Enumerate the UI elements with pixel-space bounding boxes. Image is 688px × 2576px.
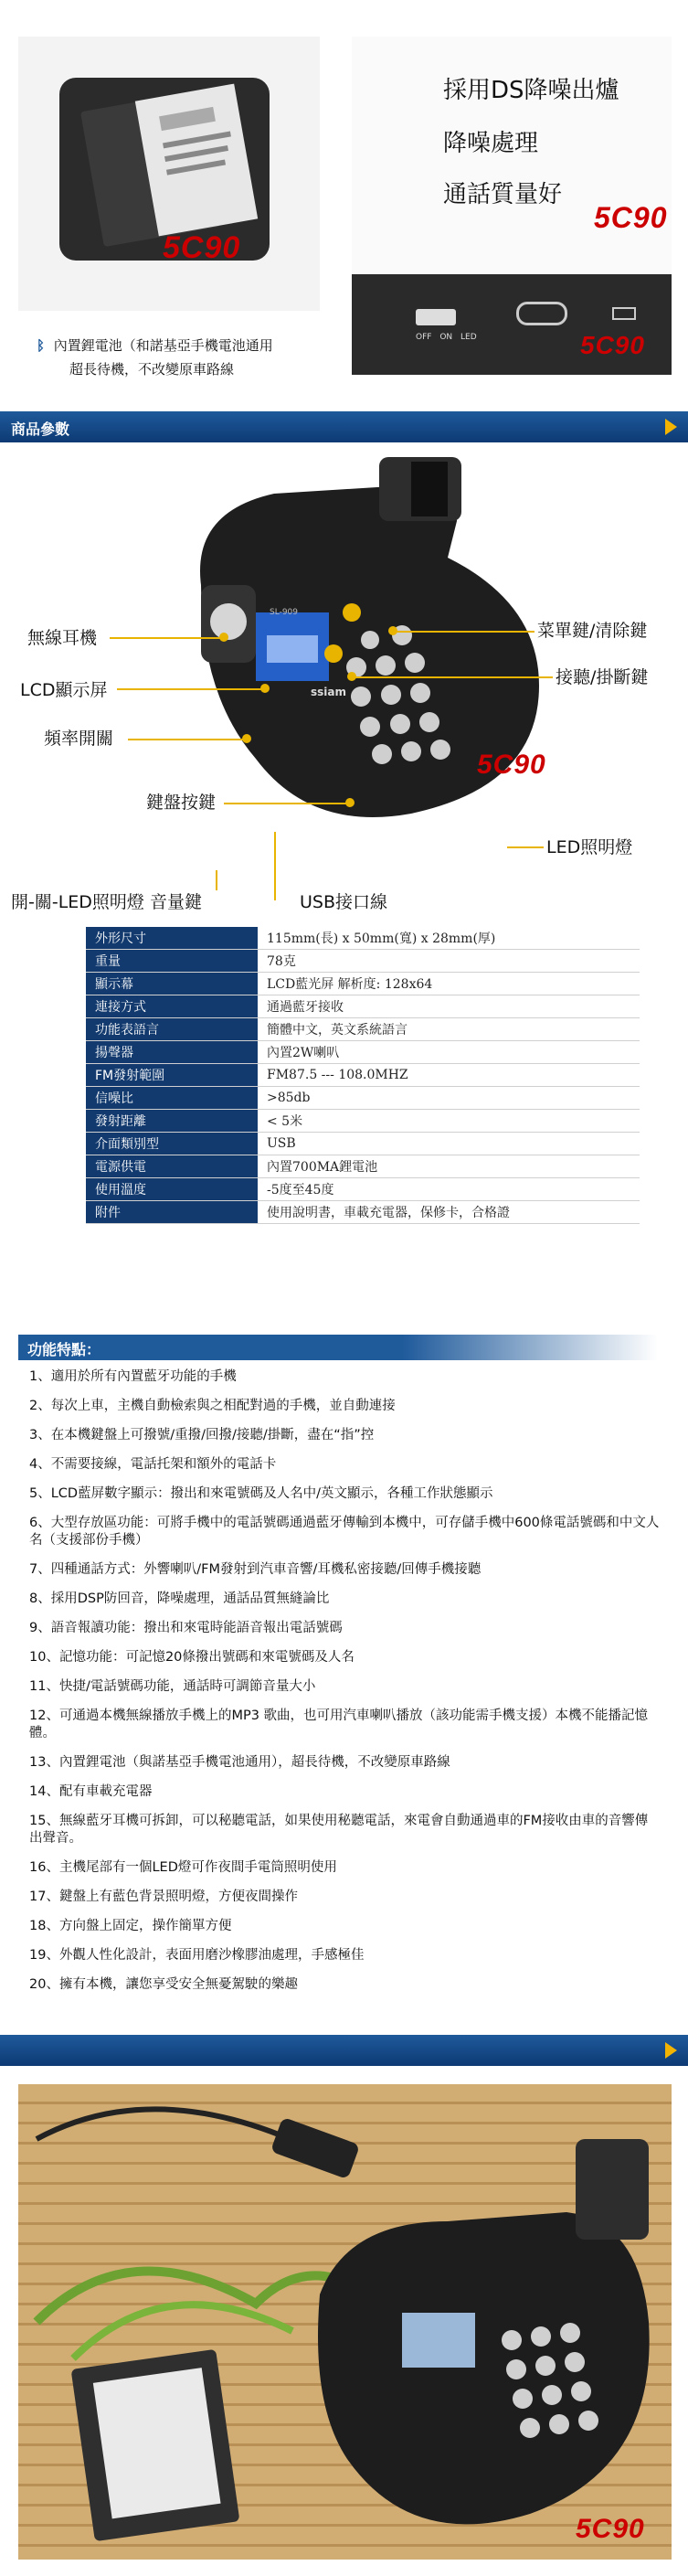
usb-port [612, 307, 636, 320]
callout-frequency-switch: 頻率開關 [44, 729, 114, 749]
feature-item: 7、四種通話方式：外響喇叭/FM發射到汽車音響/耳機私密接聽/回傳手機接聽 [29, 1562, 482, 1577]
watermark-logo: 5C90 [594, 201, 668, 234]
spec-value: 通過藍牙接收 [258, 995, 640, 1018]
spec-key: 使用溫度 [86, 1178, 258, 1201]
spec-row [86, 1087, 640, 1110]
feature-item: 11、快捷/電話號碼功能，通話時可調節音量大小 [29, 1679, 316, 1694]
headline-line-1: 採用DS降噪出爐 [443, 77, 619, 104]
callout-dot [219, 633, 228, 642]
feature-item: 3、在本機鍵盤上可撥號/重撥/回撥/接聽/掛斷，盡在“指”控 [29, 1428, 375, 1442]
feature-item: 12、可通過本機無線播放手機上的MP3 歌曲，也可用汽車喇叭播放（該功能需手機支援）本機不能播記憶體。 [29, 1708, 649, 1740]
callout-line [507, 846, 544, 848]
callout-dot [345, 798, 355, 807]
spec-key: 揚聲器 [86, 1041, 258, 1064]
spec-row [86, 1201, 640, 1224]
feature-item: 10、記憶功能：可記憶20條撥出號碼和來電號碼及人名 [29, 1650, 355, 1665]
spec-value: 簡體中文，英文系統語言 [258, 1018, 640, 1041]
spec-key: 連接方式 [86, 995, 258, 1018]
callout-usb: USB接口線 [300, 892, 388, 912]
feature-item: 2、每次上車，主機自動檢索與之相配對過的手機，並自動連接 [29, 1399, 396, 1413]
spec-key: 重量 [86, 950, 258, 973]
callout-line [216, 870, 217, 890]
spec-key: 電源供電 [86, 1155, 258, 1178]
watermark-logo: 5C90 [477, 750, 546, 780]
spec-row [86, 995, 640, 1018]
callout-line [274, 832, 276, 900]
spec-key: 顯示幕 [86, 973, 258, 995]
product-photo [18, 2084, 672, 2560]
spec-value: < 5米 [258, 1110, 640, 1133]
device-brand: ssiam [311, 686, 346, 698]
feature-item: 9、語音報讀功能：撥出和來電時能語音報出電話號碼 [29, 1621, 343, 1635]
spec-row [86, 1041, 640, 1064]
spec-value: FM87.5 --- 108.0MHZ [258, 1064, 640, 1087]
spec-value: 115mm(長) x 50mm(寬) x 28mm(厚) [258, 927, 640, 950]
spec-value: 78克 [258, 950, 640, 973]
callout-line [393, 631, 535, 633]
spec-value: 使用說明書，車載充電器，保修卡，合格證 [258, 1201, 640, 1224]
callout-line [128, 739, 247, 740]
switch-photo [352, 274, 672, 375]
product-params-bar [0, 411, 688, 442]
arrow-right-icon [665, 419, 677, 435]
callout-power-led-volume: 開-關-LED照明燈 音量鍵 [11, 892, 202, 912]
watermark-logo: 5C90 [576, 2514, 645, 2544]
battery-illustration [18, 37, 320, 311]
spec-value: USB [258, 1133, 640, 1155]
callout-dot [242, 734, 251, 743]
features-header [18, 1335, 658, 1360]
device-model: SL-909 [270, 608, 298, 617]
spec-value: >85db [258, 1087, 640, 1110]
spec-key: 信噪比 [86, 1087, 258, 1110]
features-list [29, 1368, 660, 2006]
arrow-right-icon [665, 2042, 677, 2059]
battery-note-line2: 超長待機，不改變原車路線 [69, 361, 235, 378]
spec-row [86, 950, 640, 973]
callout-led-light: LED照明燈 [546, 837, 633, 857]
switch-labels [416, 333, 516, 342]
spec-value: 內置2W喇叭 [258, 1041, 640, 1064]
watermark-logo: 5C90 [163, 230, 241, 265]
feature-item: 16、主機尾部有一個LED燈可作夜間手電筒照明使用 [29, 1860, 337, 1875]
battery-note-line1: 內置鋰電池（和諾基亞手機電池通用 [53, 337, 273, 354]
volume-rocker [516, 302, 567, 325]
callout-answer-hangup: 接聽/掛斷鍵 [556, 667, 649, 687]
feature-item: 20、擁有本機，讓您享受安全無憂駕駛的樂趣 [29, 1977, 298, 1992]
callout-dot [260, 684, 270, 693]
battery-note [37, 334, 273, 381]
spec-row [86, 1110, 640, 1133]
spec-row [86, 1064, 640, 1087]
callout-line [110, 637, 224, 639]
spec-row [86, 927, 640, 950]
specs-table [86, 927, 640, 1224]
spec-key: 附件 [86, 1201, 258, 1224]
feature-item: 13、內置鋰電池（與諾基亞手機電池通用），超長待機，不改變原車路線 [29, 1755, 450, 1770]
product-params-title: 商品參數 [11, 420, 70, 438]
callout-line [224, 803, 347, 804]
spec-value: LCD藍光屏 解析度: 128x64 [258, 973, 640, 995]
bluetooth-icon: ᛒ [37, 337, 46, 354]
power-switch [416, 309, 456, 325]
switch-label-off: OFF [416, 333, 432, 342]
spec-row [86, 973, 640, 995]
features-title: 功能特點： [27, 1341, 101, 1358]
feature-item: 14、配有車載充電器 [29, 1784, 153, 1799]
switch-label-led: LED [460, 333, 477, 342]
watermark-logo: 5C90 [580, 331, 645, 359]
spec-row [86, 1178, 640, 1201]
battery-photo [18, 37, 320, 311]
spec-key: 功能表語言 [86, 1018, 258, 1041]
callout-menu-clear: 菜單鍵/清除鍵 [537, 621, 648, 641]
feature-item: 4、不需要接線，電話托架和額外的電話卡 [29, 1457, 277, 1472]
product-photo-illustration [18, 2084, 672, 2560]
feature-item: 18、方向盤上固定，操作簡單方便 [29, 1919, 232, 1933]
feature-item: 6、大型存放區功能：可將手機中的電話號碼通過藍牙傳輸到本機中，可存儲手機中600條電話號碼和中文人名（支援部份手機） [29, 1516, 660, 1548]
feature-item: 8、採用DSP防回音，降噪處理，通話品質無縫論比 [29, 1591, 330, 1606]
spec-key: 外形尺寸 [86, 927, 258, 950]
switch-label-on: ON [439, 333, 453, 342]
feature-item: 5、LCD藍屏數字顯示：撥出和來電號碼及人名中/英文顯示，各種工作狀態顯示 [29, 1486, 493, 1501]
callout-keypad: 鍵盤按鍵 [146, 793, 217, 813]
spec-row [86, 1018, 640, 1041]
callout-line [352, 676, 553, 678]
spec-value: -5度至45度 [258, 1178, 640, 1201]
headline-line-3: 通話質量好 [443, 181, 563, 208]
callout-dot [347, 672, 356, 681]
callout-lcd: LCD顯示屏 [20, 680, 108, 700]
feature-item: 15、無線藍牙耳機可拆卸，可以秘聽電話，如果使用秘聽電話，來電會自動通過車的FM接收由車的音響傳出聲音。 [29, 1814, 649, 1846]
spec-row [86, 1133, 640, 1155]
callout-line [117, 688, 263, 690]
headline-line-2: 降噪處理 [443, 130, 539, 157]
spec-value: 內置700MA鋰電池 [258, 1155, 640, 1178]
spec-key: FM發射範圍 [86, 1064, 258, 1087]
callout-wireless-earpiece: 無線耳機 [27, 628, 98, 648]
headline-block [352, 37, 672, 302]
spec-key: 介面類別型 [86, 1133, 258, 1155]
section-divider-bar [0, 2035, 688, 2066]
feature-item: 17、鍵盤上有藍色背景照明燈，方便夜間操作 [29, 1889, 298, 1904]
feature-item: 19、外觀人性化設計，表面用磨沙橡膠油處理，手感極佳 [29, 1948, 365, 1963]
spec-key: 發射距離 [86, 1110, 258, 1133]
callout-dot [388, 626, 397, 635]
feature-item: 1、適用於所有內置藍牙功能的手機 [29, 1369, 237, 1384]
spec-row [86, 1155, 640, 1178]
